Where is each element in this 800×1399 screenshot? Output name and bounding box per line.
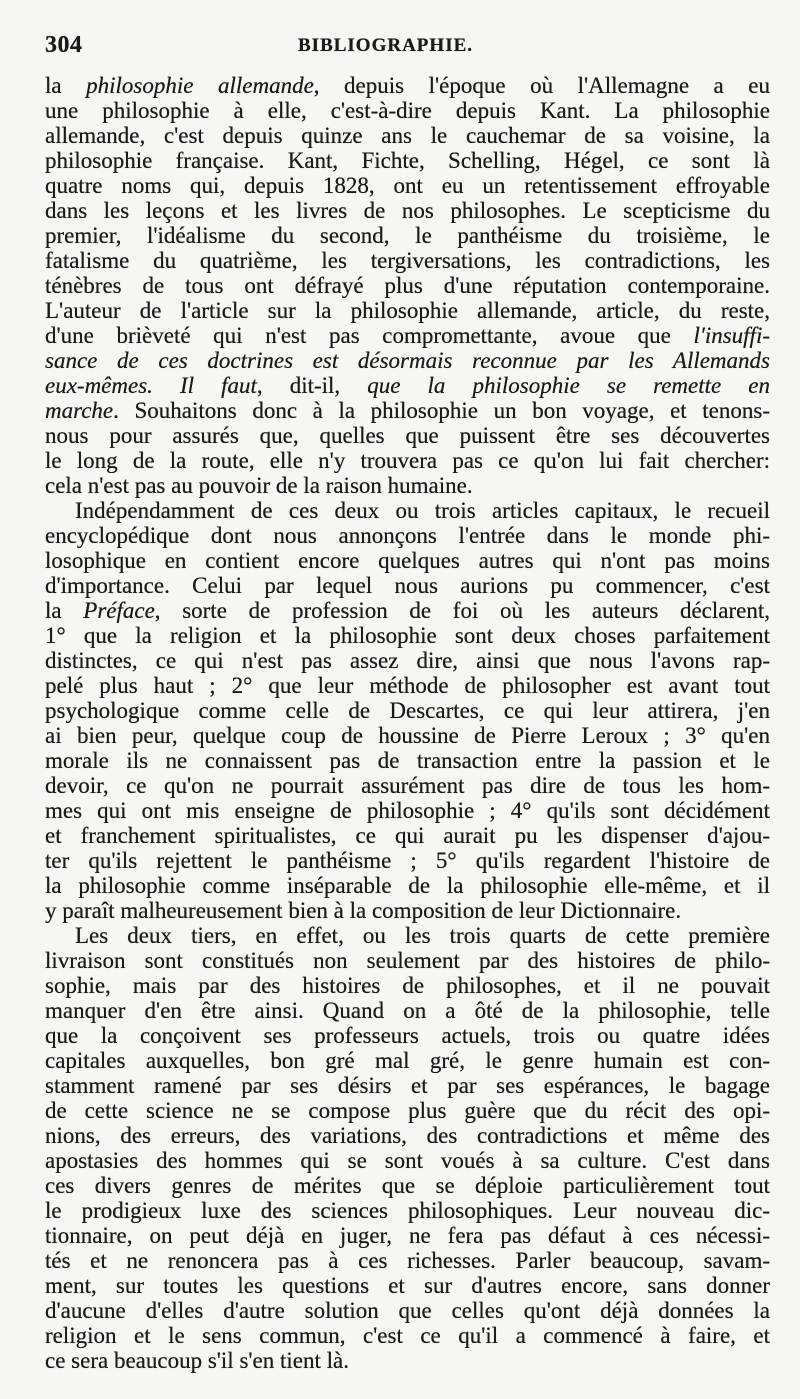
text-line: ces divers genres de mérites que se déploie particulièrement tout: [45, 1173, 770, 1198]
emphasized-text: Préface: [83, 598, 155, 623]
page-body: [45, 73, 770, 1373]
text-line: [45, 348, 770, 373]
text-line: [45, 73, 770, 98]
text-line: morale ils ne connaissent pas de transaction entre la passion et le: [45, 748, 770, 773]
text-line: [45, 398, 770, 423]
page-number: 304: [45, 32, 83, 58]
text-line: de cette science ne se compose plus guère que du récit des opi-: [45, 1098, 770, 1123]
text-line: psychologique comme celle de Descartes, ce qui leur attirera, j'en: [45, 698, 770, 723]
text-line: tionnaire, on peut déjà en juger, ne fera pas défaut à ces nécessi-: [45, 1223, 770, 1248]
text-segment: , dit-il,: [256, 373, 368, 398]
text-line: Les deux tiers, en effet, ou les trois quarts de cette première: [75, 923, 770, 948]
text-line: la philosophie comme inséparable de la philosophie elle-même, et il: [45, 873, 770, 898]
text-line: distinctes, ce qui n'est pas assez dire, ainsi que nous l'avons rap-: [45, 648, 770, 673]
text-line: ténèbres de tous ont défrayé plus d'une réputation contemporaine.: [45, 273, 770, 298]
text-line: ter qu'ils rejettent le panthéisme ; 5° qu'ils regardent l'histoire de: [45, 848, 770, 873]
text-line: quatre noms qui, depuis 1828, ont eu un retentissement effroyable: [45, 173, 770, 198]
text-line: ai bien peur, quelque coup de houssine de Pierre Leroux ; 3° qu'en: [45, 723, 770, 748]
running-head: [45, 32, 770, 62]
text-line: 1° que la religion et la philosophie sont deux choses parfaitement: [45, 623, 770, 648]
text-line: livraison sont constitués non seulement par des histoires de philo-: [45, 948, 770, 973]
text-line: premier, l'idéalisme du second, le panthéisme du troisième, le: [45, 223, 770, 248]
emphasized-text: eux-mêmes. Il faut: [45, 373, 257, 398]
text-line: pelé plus haut ; 2° que leur méthode de philosopher est avant tout: [45, 673, 770, 698]
text-segment: , depuis l'époque où l'Allemagne a eu: [313, 73, 770, 98]
text-line: Indépendamment de ces deux ou trois articles capitaux, le recueil: [75, 498, 770, 523]
text-line: sophie, mais par des histoires de philosophes, et il ne pouvait: [45, 973, 770, 998]
text-segment: , sorte de profession de foi où les auteurs déclarent,: [154, 598, 770, 623]
text-line: fatalisme du quatrième, les tergiversations, les contradictions, les: [45, 248, 770, 273]
text-segment: . Souhaitons donc à la philosophie un bon voyage, et tenons-: [113, 398, 770, 423]
text-line: manquer d'en être ainsi. Quand on a ôté de la philosophie, telle: [45, 998, 770, 1023]
text-line: capitales auxquelles, bon gré mal gré, le genre humain est con-: [45, 1048, 770, 1073]
text-line: cela n'est pas au pouvoir de la raison humaine.: [45, 473, 473, 498]
text-line: ce sera beaucoup s'il s'en tient là.: [45, 1348, 349, 1373]
text-line: losophique en contient encore quelques autres qui n'ont pas moins: [45, 548, 770, 573]
paragraph: [45, 923, 770, 1373]
text-line: encyclopédique dont nous annonçons l'entrée dans le monde phi-: [45, 523, 770, 548]
text-line: apostasies des hommes qui se sont voués à sa culture. C'est dans: [45, 1148, 770, 1173]
text-line: L'auteur de l'article sur la philosophie allemande, article, du reste,: [45, 298, 770, 323]
text-line: et franchement spiritualistes, ce qui aurait pu les dispenser d'ajou-: [45, 823, 770, 848]
text-line: [45, 323, 770, 348]
text-line: nous pour assurés que, quelles que puissent être ses découvertes: [45, 423, 770, 448]
text-line: philosophie française. Kant, Fichte, Schelling, Hégel, ce sont là: [45, 148, 770, 173]
text-line: d'importance. Celui par lequel nous aurions pu commencer, c'est: [45, 573, 770, 598]
text-segment: la: [45, 598, 84, 623]
emphasized-text: l'insuffi-: [693, 323, 770, 348]
emphasized-text: que la philosophie se remette en: [367, 373, 770, 398]
emphasized-text: marche: [45, 398, 114, 423]
text-line: stamment ramené par ses désirs et par ses espérances, le bagage: [45, 1073, 770, 1098]
text-segment: d'une brièveté qui n'est pas compromettante, avoue que: [45, 323, 694, 348]
text-line: dans les leçons et les livres de nos philosophes. Le scepticisme du: [45, 198, 770, 223]
text-line: nions, des erreurs, des variations, des contradictions et même des: [45, 1123, 770, 1148]
text-line: que la conçoivent ses professeurs actuels, trois ou quatre idées: [45, 1023, 770, 1048]
text-line: ment, sur toutes les questions et sur d'autres encore, sans donner: [45, 1273, 770, 1298]
emphasized-text: philosophie allemande: [86, 73, 314, 98]
text-line: y paraît malheureusement bien à la composition de leur Dictionnaire.: [45, 898, 682, 923]
text-line: allemande, c'est depuis quinze ans le cauchemar de sa voisine, la: [45, 123, 770, 148]
paragraph: [45, 73, 770, 498]
text-segment: la: [45, 73, 87, 98]
text-line: mes qui ont mis enseigne de philosophie ; 4° qu'ils sont décidément: [45, 798, 770, 823]
text-line: tés et ne renoncera pas à ces richesses. Parler beaucoup, savam-: [45, 1248, 770, 1273]
emphasized-text: sance de ces doctrines est désormais reconnue par les Allemands: [45, 348, 770, 373]
text-line: d'aucune d'elles d'autre solution que celles qu'ont déjà données la: [45, 1298, 770, 1323]
paragraph: [45, 498, 770, 923]
text-line: [45, 373, 770, 398]
text-line: le long de la route, elle n'y trouvera pas ce qu'on lui fait chercher:: [45, 448, 770, 473]
text-line: le prodigieux luxe des sciences philosophiques. Leur nouveau dic-: [45, 1198, 770, 1223]
running-title: BIBLIOGRAPHIE.: [298, 35, 474, 56]
text-line: religion et le sens commun, c'est ce qu'il a commencé à faire, et: [45, 1323, 770, 1348]
text-line: une philosophie à elle, c'est-à-dire depuis Kant. La philosophie: [45, 98, 770, 123]
text-line: devoir, ce qu'on ne pourrait assurément pas dire de tous les hom-: [45, 773, 770, 798]
text-line: [45, 598, 770, 623]
